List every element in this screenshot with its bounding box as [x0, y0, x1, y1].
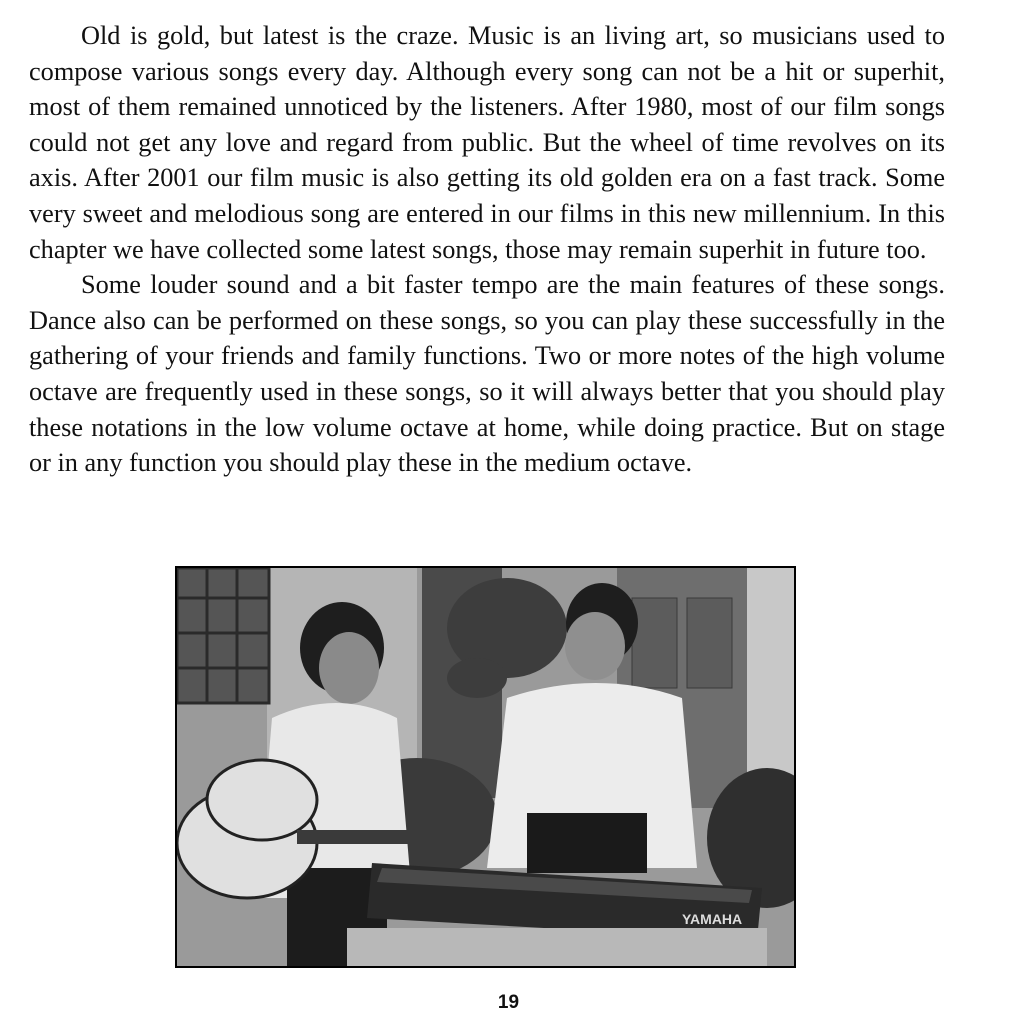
paragraph-2: Some louder sound and a bit faster tempo are the main features of these songs. Dance also can be performed on these songs, so you can play these successfully in the gathering of your friends and family functions. Two or more notes of the high volume octave are frequently used in these songs, so it will always better that you should play these notations in the low volume octave at home, while doing practice. But on stage or in any function you should play these in the medium octave. — [29, 270, 945, 478]
page-number: 19 — [497, 992, 520, 1013]
window-grille — [177, 568, 269, 703]
musicians-photo — [175, 566, 796, 968]
body-text — [29, 18, 945, 481]
paragraph-1: Old is gold, but latest is the craze. Music is an living art, so musicians used to compose various songs every day. Although every song can not be a hit or superhit, most of them remained unnoticed by the listeners. After 1980, most of our film songs could not get any love and regard from public. But the wheel of time revolves on its axis. After 2001 our film music is also getting its old golden era on a fast track. Some very sweet and melodious song are entered in our films in this new millennium. In this chapter we have collected some latest songs, those may remain superhit in future too. — [29, 21, 945, 264]
keyboard-brand-label: YAMAHA — [682, 911, 743, 927]
photo-illustration — [177, 568, 794, 966]
